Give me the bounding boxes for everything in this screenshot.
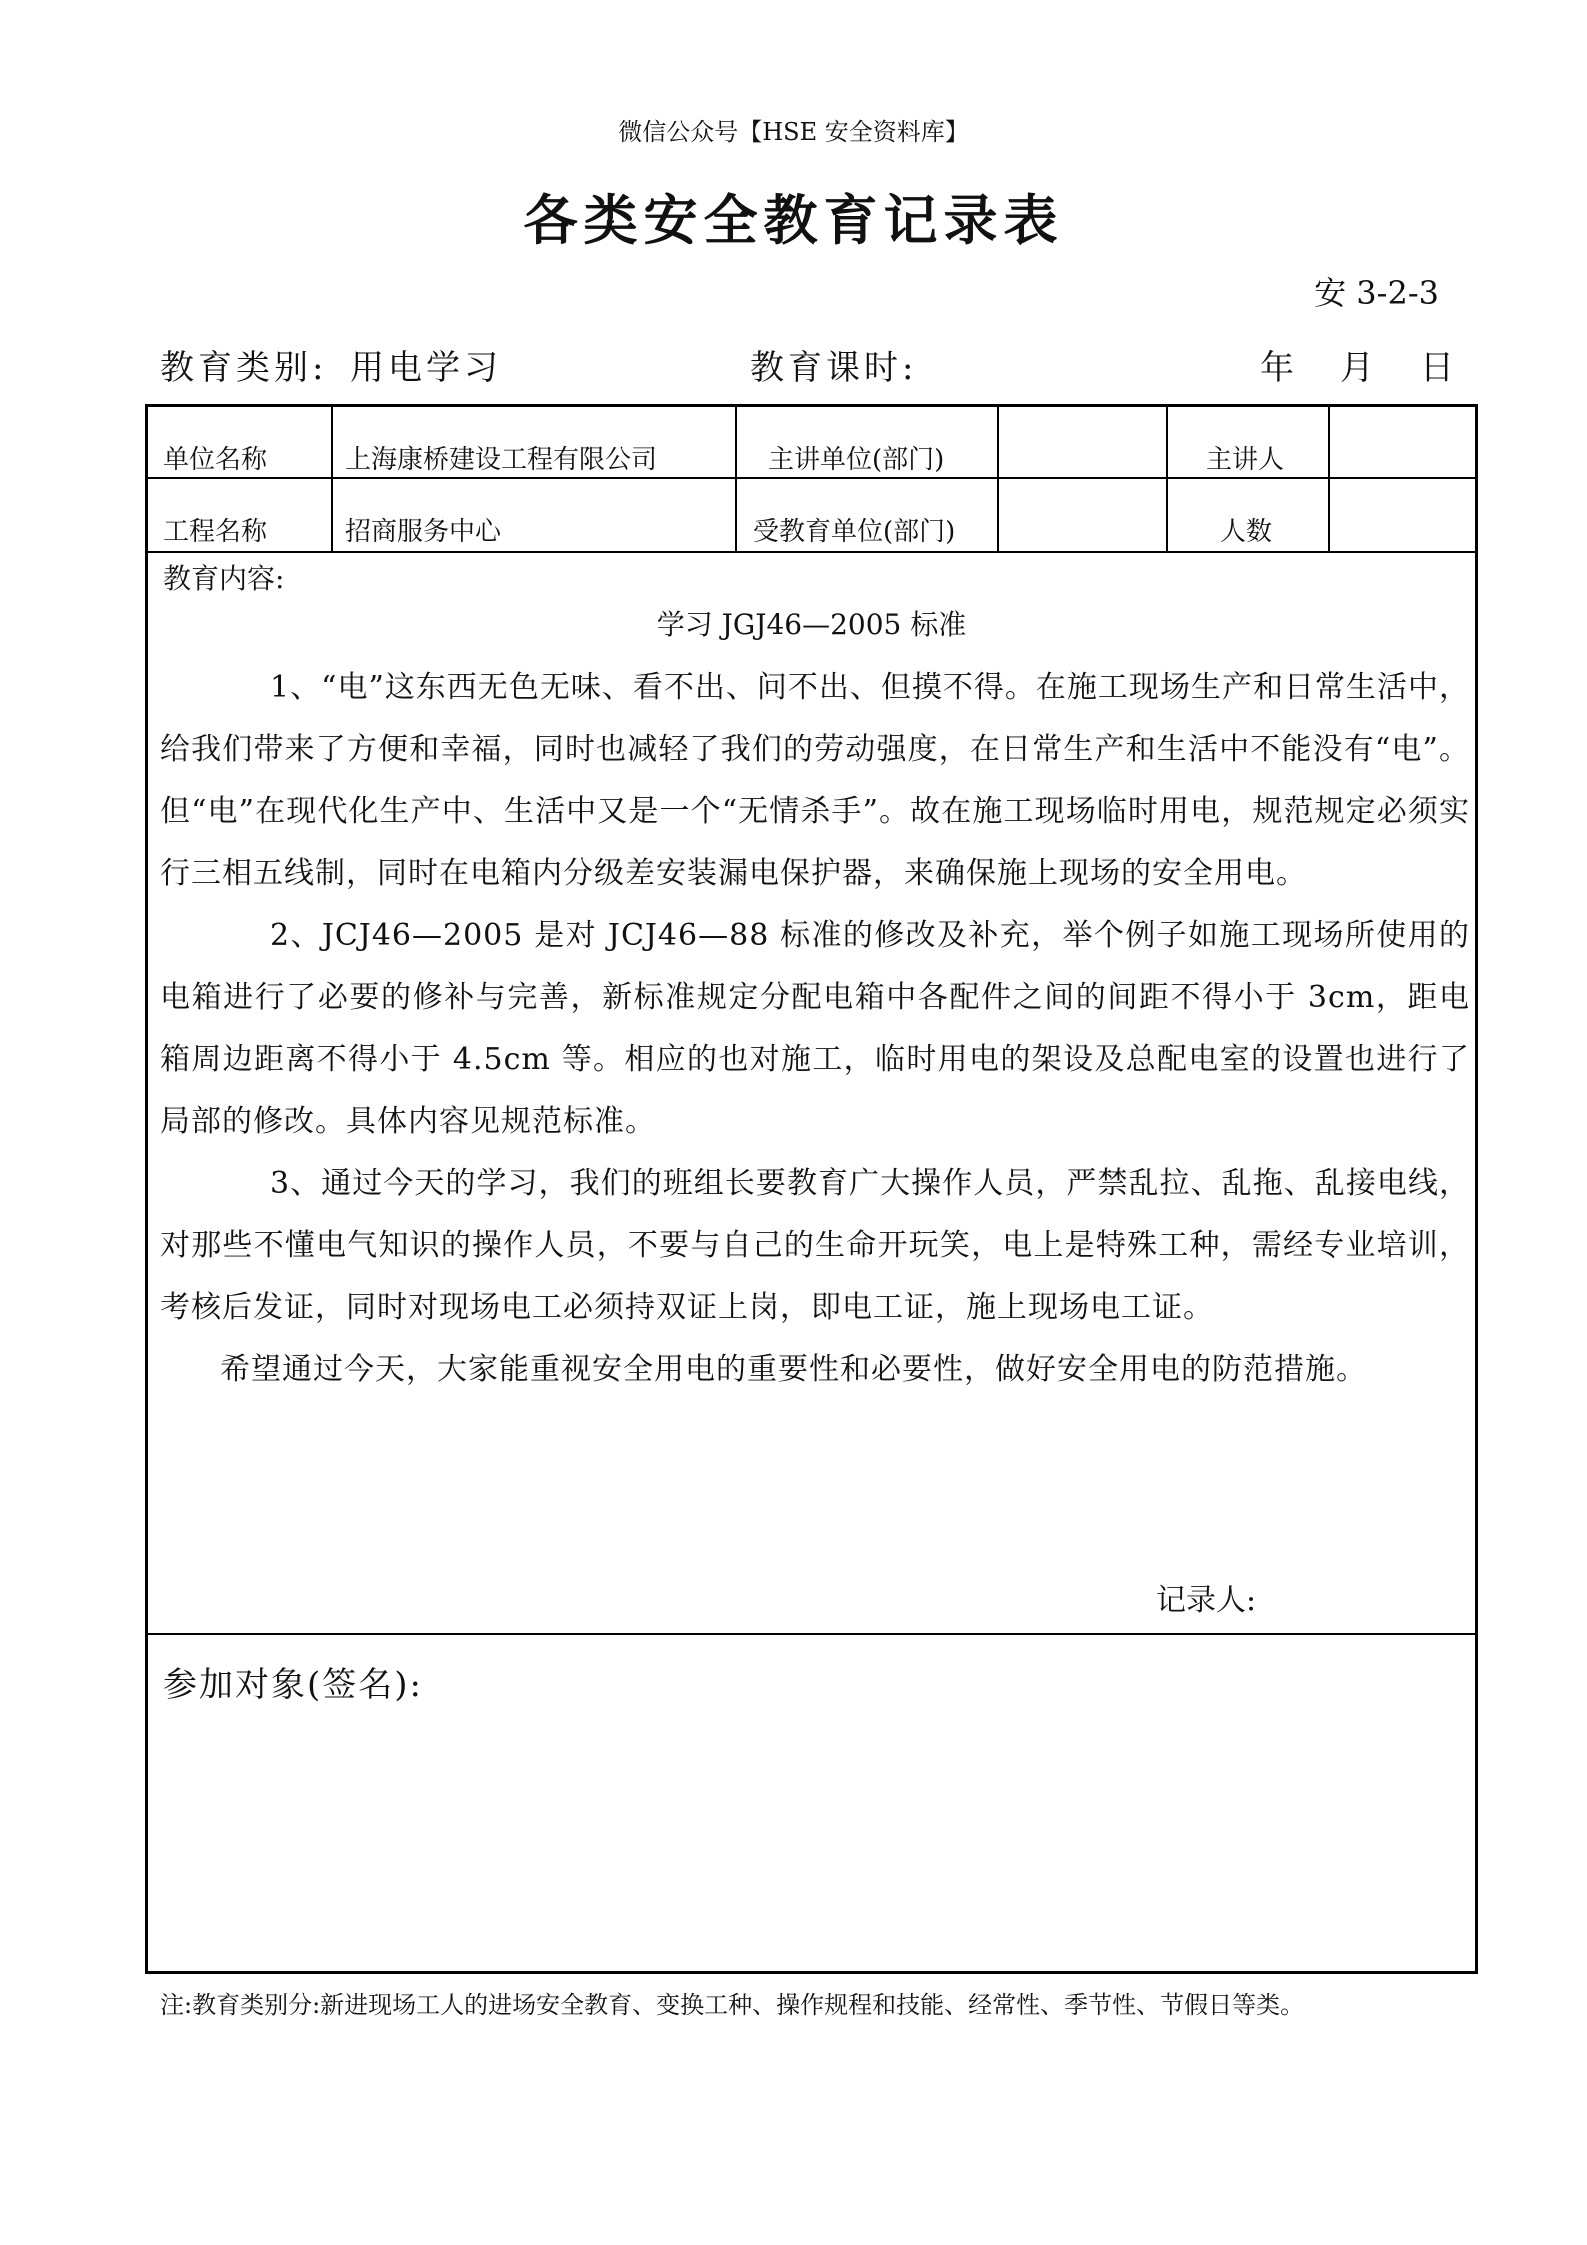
unit-name-label: 单位名称	[163, 445, 268, 475]
headcount-label: 人数	[1220, 517, 1273, 547]
education-hours-label: 教育课时:	[750, 348, 918, 388]
recorder-label: 记录人:	[1156, 1583, 1257, 1618]
unit-name-value[interactable]: 上海康桥建设工程有限公司	[345, 445, 658, 475]
education-content-body	[160, 657, 1470, 1401]
content-paragraph: 3、通过今天的学习，我们的班组长要教育广大操作人员，严禁乱拉、乱拖、乱接电线，对那些不懂电气知识的操作人员，不要与自己的生命开玩笑，电上是特殊工种，需经专业培训，考核后发证，同时对现场电工必须持双证上岗，即电工证，施上现场电工证。	[160, 1166, 1470, 1325]
column-divider	[331, 407, 333, 551]
form-code: 安 3-2-3	[1314, 274, 1439, 312]
education-type-value: 用电学习	[350, 348, 502, 388]
column-divider	[735, 407, 737, 551]
date-year-label: 年	[1260, 348, 1298, 388]
participants-signature-label: 参加对象(签名):	[163, 1665, 423, 1705]
column-divider	[997, 407, 999, 551]
lecturer-unit-label: 主讲单位(部门)	[768, 445, 945, 475]
project-name-value[interactable]: 招商服务中心	[345, 517, 502, 547]
column-divider	[1328, 407, 1330, 551]
education-type-label: 教育类别:	[160, 348, 328, 388]
education-content-subtitle: 学习 JGJ46—2005 标准	[656, 608, 967, 641]
row-divider	[148, 551, 1475, 553]
meta-line	[160, 340, 1460, 390]
row-divider	[148, 1633, 1475, 1635]
document-title: 各类安全教育记录表	[523, 188, 1064, 252]
date-month-label: 月	[1340, 348, 1378, 388]
content-paragraph: 1、“电”这东西无色无味、看不出、问不出、但摸不得。在施工现场生产和日常生活中，给我们带来了方便和幸福，同时也减轻了我们的劳动强度，在日常生产和生活中不能没有“电”。但“电”在现代化生产中、生活中又是一个“无情杀手”。故在施工现场临时用电，规范规定必须实行三相五线制，同时在电箱内分级差安装漏电保护器，来确保施上现场的安全用电。	[160, 670, 1470, 891]
footnote: 注:教育类别分:新进现场工人的进场安全教育、变换工种、操作规程和技能、经常性、季节性、节假日等类。	[160, 1991, 1305, 2019]
content-paragraph: 2、JCJ46—2005 是对 JCJ46—88 标准的修改及补充，举个例子如施工现场所使用的电箱进行了必要的修补与完善，新标准规定分配电箱中各配件之间的间距不得小于 3cm，距电箱周边距离不得小于 4.5cm 等。相应的也对施工，临时用电的架设及总配电室的设置也进行了局部的修改。具体内容见规范标准。	[160, 918, 1470, 1139]
education-content-label: 教育内容:	[163, 562, 285, 595]
header-note: 微信公众号【HSE 安全资料库】	[618, 118, 969, 146]
content-paragraph: 希望通过今天，大家能重视安全用电的重要性和必要性，做好安全用电的防范措施。	[220, 1352, 1367, 1387]
column-divider	[1166, 407, 1168, 551]
lecturer-label: 主讲人	[1206, 445, 1285, 475]
project-name-label: 工程名称	[163, 517, 268, 547]
trainee-unit-label: 受教育单位(部门)	[753, 517, 956, 547]
education-record-form	[145, 404, 1478, 1974]
row-divider	[148, 477, 1475, 479]
date-day-label: 日	[1420, 348, 1458, 388]
